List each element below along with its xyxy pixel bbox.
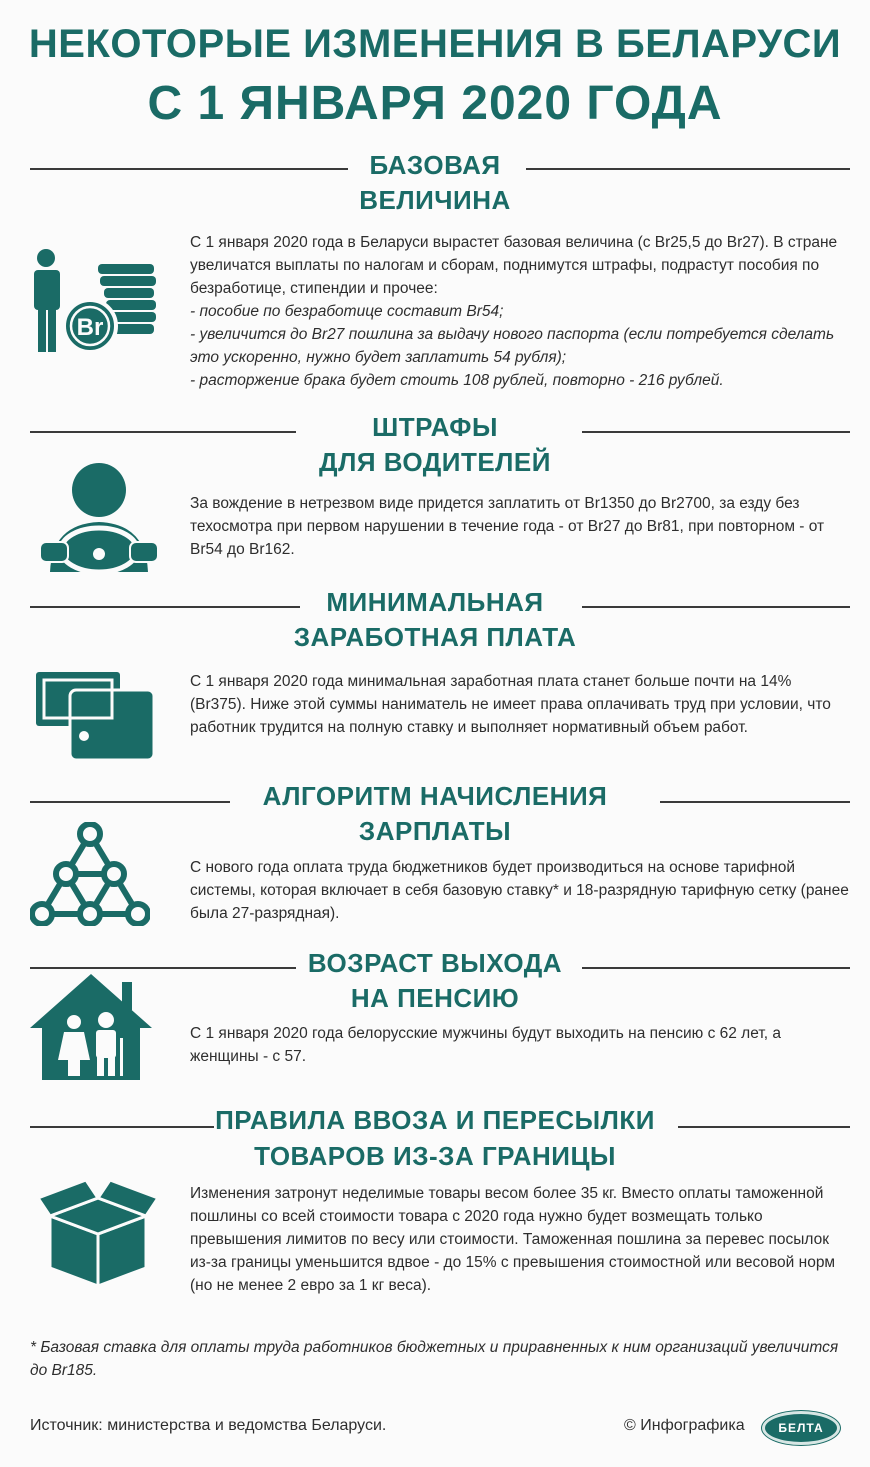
section-body <box>190 1182 850 1297</box>
section-paragraph: Изменения затронут неделимые товары весом более 35 кг. Вместо оплаты таможенной пошлины со всей стоимости товара с 2020 года нужно будет возмещать только превышения лимитов по весу или стоимости. Таможенная пошлина за перевес посылок из-за границы уменьшится вдвое - до 15% с превышения стоимостной или весовой норм (но не менее 2 евро за 1 кг веса). <box>190 1185 836 1294</box>
wallet-banknote-icon <box>36 672 158 762</box>
page-title-line1: НЕКОТОРЫЕ ИЗМЕНЕНИЯ В БЕЛАРУСИ <box>28 22 842 66</box>
person-with-coins-icon <box>32 248 162 358</box>
source-text: Источник: министерства и ведомства Беларуси. <box>30 1417 387 1434</box>
section-body <box>190 492 850 561</box>
footnote: * Базовая ставка для оплаты труда работников бюджетных и приравненных к ним организаций увеличится до Br185. <box>30 1339 839 1379</box>
section-paragraph: С нового года оплата труда бюджетников будет производиться на основе тарифной системы, которая включает в себя базовую ставку* и 18-разрядную тарифную сетку (ранее была 27-разрядная). <box>190 859 849 922</box>
section-heading: ВЕЛИЧИНА <box>359 185 511 215</box>
section-heading: НА ПЕНСИЮ <box>350 983 520 1013</box>
section-body <box>190 231 850 392</box>
driver-steering-wheel-icon <box>38 462 160 574</box>
section-paragraph: С 1 января 2020 года минимальная заработная плата станет больше почти на 14% (Br375). Ниже этой суммы наниматель не имеет права оплачивать труд при условии, что работник трудится на полную ставку и выполняет нормативный объем работ. <box>190 673 831 736</box>
section-heading: ШТРАФЫ <box>372 412 498 442</box>
section-heading: БАЗОВАЯ <box>369 150 501 180</box>
section-heading: ЗАРАБОТНАЯ ПЛАТА <box>293 622 577 652</box>
section-heading: ТОВАРОВ ИЗ-ЗА ГРАНИЦЫ <box>254 1141 616 1171</box>
section-heading: МИНИМАЛЬНАЯ <box>326 587 544 617</box>
section-heading: ВОЗРАСТ ВЫХОДА <box>307 948 563 978</box>
section-body <box>190 1022 850 1068</box>
page-title-line2: С 1 ЯНВАРЯ 2020 ГОДА <box>147 77 723 130</box>
section-paragraph: С 1 января 2020 года белорусские мужчины будут выходить на пенсию с 62 лет, а женщины - с 57. <box>190 1025 781 1065</box>
section-heading: ПРАВИЛА ВВОЗА И ПЕРЕСЫЛКИ <box>215 1105 655 1135</box>
credit-text: © Инфографика <box>624 1417 745 1434</box>
house-elderly-couple-icon <box>30 972 152 1082</box>
section-heading: АЛГОРИТМ НАЧИСЛЕНИЯ <box>262 781 608 811</box>
section-paragraph: С 1 января 2020 года в Беларуси вырастет базовая величина (с Br25,5 до Br27). В стране увеличатся выплаты по налогам и сборам, поднимутся штрафы, подрастут пособия по безработице, стипендии и прочее: <box>190 234 838 297</box>
section-body <box>190 856 850 925</box>
network-triangle-icon <box>30 822 150 926</box>
section-body <box>190 670 850 739</box>
logo-text: БЕЛТА <box>778 1421 824 1435</box>
list-item: - расторжение брака будет стоить 108 рублей, повторно - 216 рублей. <box>190 372 724 389</box>
section-heading: ЗАРПЛАТЫ <box>358 816 512 846</box>
section-heading: ДЛЯ ВОДИТЕЛЕЙ <box>319 447 551 477</box>
list-item: - увеличится до Br27 пошлина за выдачу нового паспорта (если потребуется сделать это ускоренно, нужно будет заплатить 54 рубля); <box>190 326 835 366</box>
section-paragraph: За вождение в нетрезвом виде придется заплатить от Br1350 до Br2700, за езду без техосмотра при первом нарушении в течение года - от Br27 до Br81, при повторном - от Br54 до Br162. <box>190 495 825 558</box>
list-item: - пособие по безработице составит Br54; <box>190 303 504 320</box>
belta-logo <box>762 1411 840 1445</box>
br-symbol: Br <box>76 314 104 341</box>
open-box-icon <box>36 1176 160 1288</box>
